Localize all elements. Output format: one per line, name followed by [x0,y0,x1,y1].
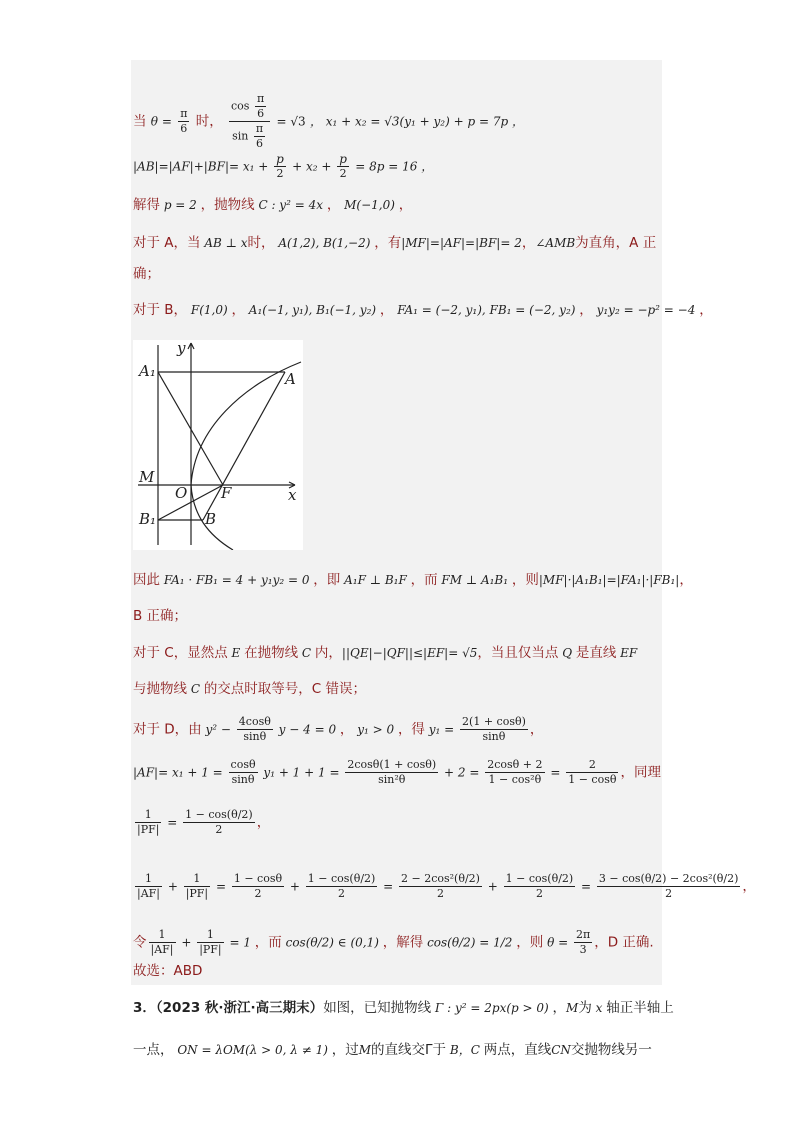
text: ，解得 [382,934,424,951]
label-b1: B₁ [139,510,157,528]
text: ， [256,814,271,831]
solution-line-4 [133,233,656,253]
den: |PF| [199,943,222,956]
den: |AF| [137,887,160,900]
den: 2 [535,887,543,900]
math: Q [558,646,576,660]
label-f: F [221,484,232,502]
den: |PF| [137,823,160,836]
math: |MF|=|AF|=|BF|= 2 [401,236,522,250]
text: B 正确； [133,608,188,624]
den: |AF| [150,943,174,956]
math: + 2 = [440,765,484,780]
solution-line-10 [133,679,366,699]
text: 对于 C，显然点 [133,645,228,661]
text: ， [699,302,713,318]
math: = [577,879,595,894]
num [229,92,270,122]
den: 6 [255,137,263,150]
label-y: y [177,340,186,357]
text: ，当且仅当点 [477,645,559,661]
math: x [591,1001,607,1015]
text: 内， [314,645,342,661]
num: 1 − cos(θ/2) [505,872,574,885]
math: + [164,879,182,894]
text: 是直线 [575,645,617,661]
label-b: B [205,510,217,528]
den: 2 [276,167,284,180]
math: C : y² = 4x [254,198,327,212]
problem-3-line-1 [133,998,674,1018]
math: CN [551,1043,571,1057]
solution-line-2 [133,152,433,181]
math: B，C [446,1043,484,1057]
text: ，D 正确. [594,934,654,951]
num: 2(1 + cosθ) [462,715,526,728]
math: F(1,0) [187,303,232,317]
math: FA₁ · FB₁ = 4 + y₁y₂ = 0 [160,573,314,587]
fraction-p-2 [274,152,286,181]
text: ， [379,302,394,318]
math: = [379,879,398,894]
num: 1 [135,872,162,887]
solution-line-15 [133,928,654,957]
parabola-figure [133,340,303,550]
den: 1 − cos²θ [488,773,542,786]
math: ， x₁ + x₂ = √3(y₁ + y₂) + p = 7p ， [309,114,524,129]
text: ， [579,302,593,318]
num: cosθ [230,758,256,771]
text: ，即 [313,572,341,588]
solution-line-9 [133,643,637,663]
den: 6 [257,107,265,120]
fraction [574,928,592,957]
den: 6 [180,122,188,135]
parabola-diagram [133,340,303,550]
fraction [183,808,255,837]
text: 如图，已知抛物线 [323,1000,432,1016]
math: FA₁ = (−2, y₁), FB₁ = (−2, y₂) [393,303,580,317]
solution-line-13 [133,808,270,837]
text: 确； [133,266,160,282]
math: y₁ > 0 [353,722,398,737]
den: 2 [338,887,346,900]
fraction [345,758,438,787]
problem-number: 3． [133,1000,156,1016]
num: π [180,107,188,120]
math: FM ⊥ A₁B₁ [437,573,512,587]
fraction [504,872,576,901]
fraction [597,872,741,901]
den: sin²θ [378,773,406,786]
math: M(−1,0) [340,198,399,212]
text: 令 [133,934,147,951]
text: ，同理 [620,764,661,781]
math: = 8p = 16 ， [355,159,434,174]
text: 的直线交Γ于 [371,1042,447,1058]
text: 交抛物线另一 [570,1042,652,1058]
fraction [184,872,210,901]
num: π [255,122,264,135]
math: + [286,879,304,894]
num: 1 − cos(θ/2) [185,808,253,821]
fraction [237,715,273,744]
math: = [212,879,230,894]
answer-text: 故选：ABD [133,963,203,979]
text: ， [529,721,544,738]
text: 为 [578,1000,592,1016]
fraction-pi-6 [178,107,189,136]
math: + x₂ + [292,159,336,174]
num: 1 [135,808,161,823]
label-x: x [288,486,297,504]
math: |AF|= x₁ + 1 = [133,765,227,780]
text: ， [326,197,341,213]
text: 对于 A，当 [133,235,201,251]
fraction [232,872,284,901]
den: |PF| [185,887,209,900]
solution-line-16 [133,961,202,981]
num: 3 − cos(θ/2) − 2cos²(θ/2) [598,872,739,885]
math: ON = λOM(λ > 0, λ ≠ 1) [173,1043,332,1057]
den: 2 [437,887,444,900]
math: = [163,815,182,830]
den: 2 [339,167,347,180]
text: ，而 [254,934,282,951]
num: 1 [197,928,223,943]
den [229,122,270,151]
cos: cos [231,99,250,113]
math: θ = [543,935,572,950]
math: |AB|=|AF|+|BF|= x₁ + [133,159,273,174]
math: + [483,879,502,894]
solution-line-12 [133,758,661,787]
text: 因此 [133,572,160,588]
num: 1 [184,872,210,887]
math: y − 4 = 0 [274,722,340,737]
solution-line-8 [133,606,187,626]
fraction-cos-sin [229,92,270,151]
sin: sin [232,129,249,143]
math: + [177,935,196,950]
num: 2 [566,758,618,773]
text: 时， [247,235,275,251]
solution-line-7 [133,570,693,590]
text: ，抛物线 [200,197,255,213]
text: ，而 [410,572,438,588]
label-o: O [175,484,188,502]
problem-3-line-2 [133,1040,652,1060]
text: 两点，直线 [483,1042,552,1058]
text: 为直角，A 正 [575,235,657,251]
num: p [276,152,284,166]
text: 对于 D，由 [133,721,202,738]
den: 2 [215,823,223,836]
text: ， [679,572,693,588]
math: = 1 [225,935,255,950]
den: sinθ [231,773,255,786]
text: ，有 [374,235,402,251]
den: 2 [254,887,262,900]
text: ， [742,878,756,895]
math: M [358,1043,372,1057]
den: 3 [579,943,587,956]
math: A₁(−1, y₁), B₁(−1, y₂) [244,303,380,317]
math: |MF|·|A₁B₁|=|FA₁|·|FB₁| [538,573,680,587]
text: ，则 [511,572,539,588]
text: ， [231,302,245,318]
fraction [229,758,258,787]
text: 当 [133,113,147,130]
solution-line-6 [133,300,713,320]
math: = √3 [276,114,306,129]
math: AB ⊥ x [200,236,248,250]
text: ，得 [397,721,425,738]
math: Γ : y² = 2px(p > 0) [431,1001,553,1015]
fraction [460,715,528,744]
math: A₁F ⊥ B₁F [340,573,411,587]
text: ， [521,235,536,251]
num: 1 [149,928,176,943]
math: cos(θ/2) ∈ (0,1) [281,935,383,950]
math: θ = [150,114,172,129]
fraction [399,872,482,901]
text: ，则 [516,934,544,951]
solution-line-14 [133,872,756,901]
text: 对于 B， [133,302,188,318]
math: y² − [201,722,235,737]
text: ， [552,1000,567,1016]
den: 2 [665,887,673,900]
label-m: M [139,468,155,486]
fraction [135,808,161,837]
num: 2cosθ(1 + cosθ) [347,758,437,771]
math: = [546,765,565,780]
num: p [339,152,347,166]
num: π [256,92,265,105]
num: 2π [575,928,591,941]
math: C [187,682,204,696]
fraction-pi-6 [254,122,265,151]
math: E [227,646,245,660]
text: ， [339,721,354,738]
label-a1: A₁ [139,362,156,380]
num: 4cosθ [238,715,271,728]
math: ||QE|−|QF||≤|EF|= √5 [341,646,478,660]
text: ，过 [331,1042,359,1058]
num: 1 − cos(θ/2) [307,872,376,885]
fraction [566,758,618,787]
math: y₁y₂ = −p² = −4 [592,303,700,317]
text: 解得 [133,197,160,213]
math: ∠AMB [535,236,576,250]
fraction [149,928,176,957]
solution-line-5 [133,264,160,284]
math: cos(θ/2) = 1/2 [423,935,517,950]
text: 在抛物线 [244,645,299,661]
solution-line-3 [133,195,412,215]
math: y₁ + 1 + 1 = [259,765,344,780]
den: sinθ [482,730,506,743]
fraction-p-2 [337,152,349,181]
text: 轴正半轴上 [606,1000,674,1016]
problem-source: （2023 秋·浙江·高三期末） [155,1000,324,1016]
fraction-pi-6 [255,92,266,121]
math: C [298,646,315,660]
text: 与抛物线 [133,681,187,697]
solution-line-11 [133,715,543,744]
num: 2cosθ + 2 [487,758,543,771]
fraction [135,872,162,901]
num: 1 − cosθ [233,872,283,885]
math: y₁ = [424,722,459,737]
den: 1 − cosθ [568,773,617,786]
math: M [566,1001,579,1015]
solution-line-1 [133,92,524,151]
fraction [197,928,223,957]
num: 2 − 2cos²(θ/2) [401,872,480,885]
math: EF [616,646,638,660]
den: sinθ [243,730,267,743]
text: ， [398,197,413,213]
math: A(1,2), B(1,−2) [274,236,375,250]
text: 时， [195,113,223,130]
label-a: A [285,370,296,388]
fraction [306,872,378,901]
math: p = 2 [160,198,201,212]
text: 的交点时取等号，C 错误； [203,681,367,697]
fraction [485,758,544,787]
text: 一点， [133,1042,174,1058]
